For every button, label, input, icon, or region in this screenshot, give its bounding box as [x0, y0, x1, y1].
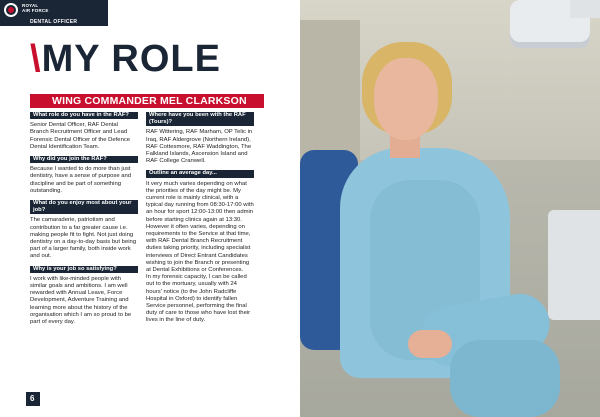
title-slash: \ — [30, 38, 42, 80]
page-number — [26, 392, 40, 406]
page-title — [30, 37, 221, 81]
answer-text: I work with like-minded people with similar goals and ambitions. I am well rewarded with Annual Leave, Force Development, Adventure Training and learning more about the history of the organisation which I am so proud to be part of every day. — [30, 275, 132, 326]
question-heading: What role do you have in the RAF? — [30, 112, 138, 119]
instrument-tray — [548, 210, 600, 320]
question-heading: Why did you join the RAF? — [30, 156, 138, 163]
face — [374, 58, 438, 140]
raf-roundel-icon — [4, 3, 18, 17]
question-heading: What do you enjoy most about your job? — [30, 200, 138, 214]
column-left — [30, 112, 138, 331]
name-banner — [30, 94, 264, 108]
question-heading: Where have you been with the RAF (Tours)? — [146, 112, 254, 126]
answer-text: Because I wanted to do more than just dentistry, have a sense of purpose and discipline and be part of something outstanding. — [30, 166, 132, 194]
brand-line-1: ROYAL — [22, 3, 39, 8]
answer-text: RAF Wittering, RAF Marham, OP Telic in Iraq, RAF Aldergrove (Northern Ireland), RAF Cottesmore, RAF Waddington, The Falkland Islands, Ascension Island and RAF College Cranwell. — [146, 129, 253, 165]
leg — [450, 340, 560, 417]
hands — [408, 330, 452, 358]
brand-line-2: AIR FORCE — [22, 8, 49, 13]
brand-text — [22, 3, 49, 13]
lamp-arm — [570, 0, 600, 18]
question-heading: Outline an average day... — [146, 170, 254, 177]
section-label: DENTAL OFFICER — [30, 19, 78, 25]
answer-text: Senior Dental Officer, RAF Dental Branch Recruitment Officer and Lead Forensic Dental Officer of the Defence Dental Identification Team. — [30, 122, 131, 150]
title-text: MY ROLE — [41, 38, 221, 80]
answer-text: The camaraderie, patriotism and contribution to a far greater cause i.e. making people fit to fight. Not just doing dentistry on a day-to-day basis but being part of a larger family, both inside work and out. — [30, 217, 137, 260]
page-number-text: 6 — [30, 394, 35, 403]
photo-cabinet — [300, 20, 360, 170]
answer-text: It very much varies depending on what the priorities of the day might be. My current role is mainly clinical, with a typical day running from 08:30-17:00 with an hour for sport 12:00-13:00 then admin before starting clinics again at 13:30. However it often varies, depending on requirements to the Service at that time, with RAF Dental Branch Recruitment duties taking priority, including specialist interviews of Direct Entrant Candidates wishing to join the Branch or presenting at Dental Exhibitions or Conferences. In my forensic capacity, I can be called out to the mortuary, usually with 24 hours' notice (to the John Radcliffe Hospital in Oxford) to identify fallen Service personnel, performing the final duty of care to those who have lost their lives in the line of duty. — [146, 180, 254, 324]
portrait-photo — [300, 0, 600, 417]
question-heading: Why is your job so satisfying? — [30, 266, 138, 273]
column-right — [146, 112, 254, 330]
name-banner-text: WING COMMANDER MEL CLARKSON — [52, 95, 247, 107]
header-bar — [0, 0, 108, 26]
